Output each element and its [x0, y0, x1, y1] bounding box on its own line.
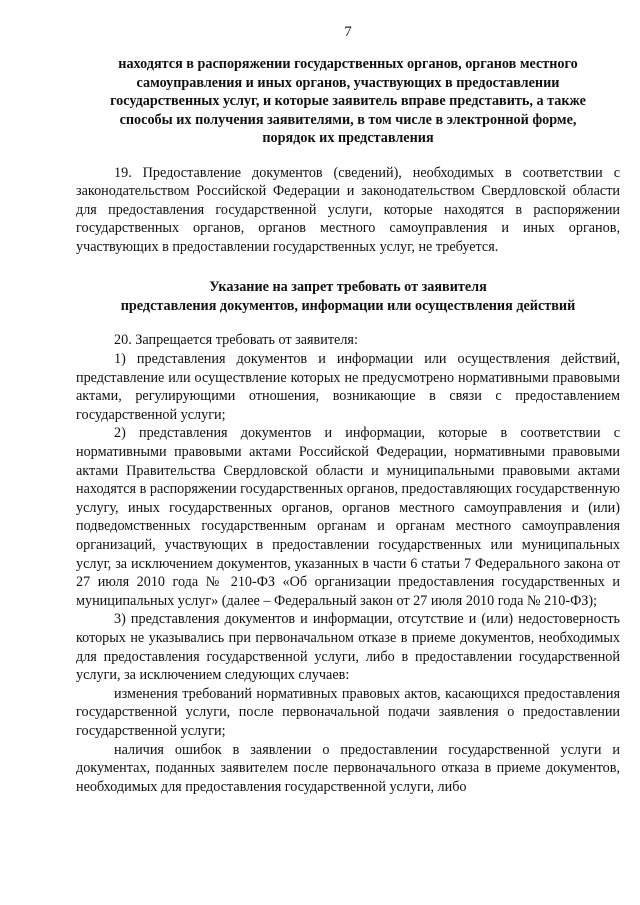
heading-line: способы их получения заявителями, в том числе в электронной форме, — [119, 111, 577, 128]
heading-line: порядок их представления — [262, 130, 434, 146]
heading-line: Указание на запрет требовать от заявителя — [209, 279, 487, 296]
section-heading-documents-in-possession — [76, 55, 620, 148]
spacer — [76, 148, 620, 164]
list-item-2: 2) представления документов и информации, которые в соответствии с нормативными правовыми актами Российской Федерации, нормативными правовыми актами Правительства Свердловской области и муниципальными правовыми актами находятся в распоряжении государственных органов, предоставляющих государственную услугу, иных государственных органов, органов местного самоуправления и (или) подведомственных государственным органам и органам местного самоуправления организаций, участвующих в предоставлении государственных или муниципальных услуг, за исключением документов, указанных в части 6 статьи 7 Федерального закона от 27 июля 2010 года № 210-ФЗ «Об организации предоставления государственных и муниципальных услуг» (далее – Федеральный закон от 27 июля 2010 года № 210-ФЗ); — [76, 425, 620, 609]
paragraph-20: 20. Запрещается требовать от заявителя: — [114, 332, 358, 349]
list-item-3: 3) представления документов и информации, отсутствие и (или) недостоверность которых не указывались при первоначальном отказе в приеме документов, необходимых для предоставления государственной услуги, либо в предоставлении государственной услуги, за исключением следующих случаев: — [76, 611, 620, 684]
heading-line: находятся в распоряжении государственных органов, органов местного — [118, 56, 578, 72]
section-heading-prohibition — [76, 278, 620, 315]
list-item-1: 1) представления документов и информации или осуществления действий, представление или осуществление которых не предусмотрено нормативными правовыми актами, регулирующими отношения, возникающие в связи с предоставлением государственной услуги; — [76, 351, 620, 423]
exception-case-1: изменения требований нормативных правовых актов, касающихся предоставления государственной услуги, после первоначальной подачи заявления о предоставлении государственной услуги; — [76, 685, 620, 739]
spacer — [76, 315, 620, 331]
heading-line: самоуправления и иных органов, участвующих в предоставлении — [136, 74, 560, 91]
exception-case-2: наличия ошибок в заявлении о предоставлении государственной услуги и документах, поданных заявителем после первоначального отказа в приеме документов, необходимых для предоставления государственной услуги, либо — [76, 741, 620, 795]
paragraph-19: 19. Предоставление документов (сведений), необходимых в соответствии с законодательством Российской Федерации и законодательством Свердловской области для предоставления государственной услуги, которые находятся в распоряжении государственных органов, органов местного самоуправления и иных органов, участвующих в предоставлении государственных услуг, не требуется. — [76, 164, 620, 255]
spacer — [76, 256, 620, 278]
heading-line: представления документов, информации или осуществления действий — [120, 297, 576, 314]
page-number: 7 — [344, 24, 352, 40]
heading-line: государственных услуг, и которые заявитель вправе представить, а также — [110, 93, 586, 109]
